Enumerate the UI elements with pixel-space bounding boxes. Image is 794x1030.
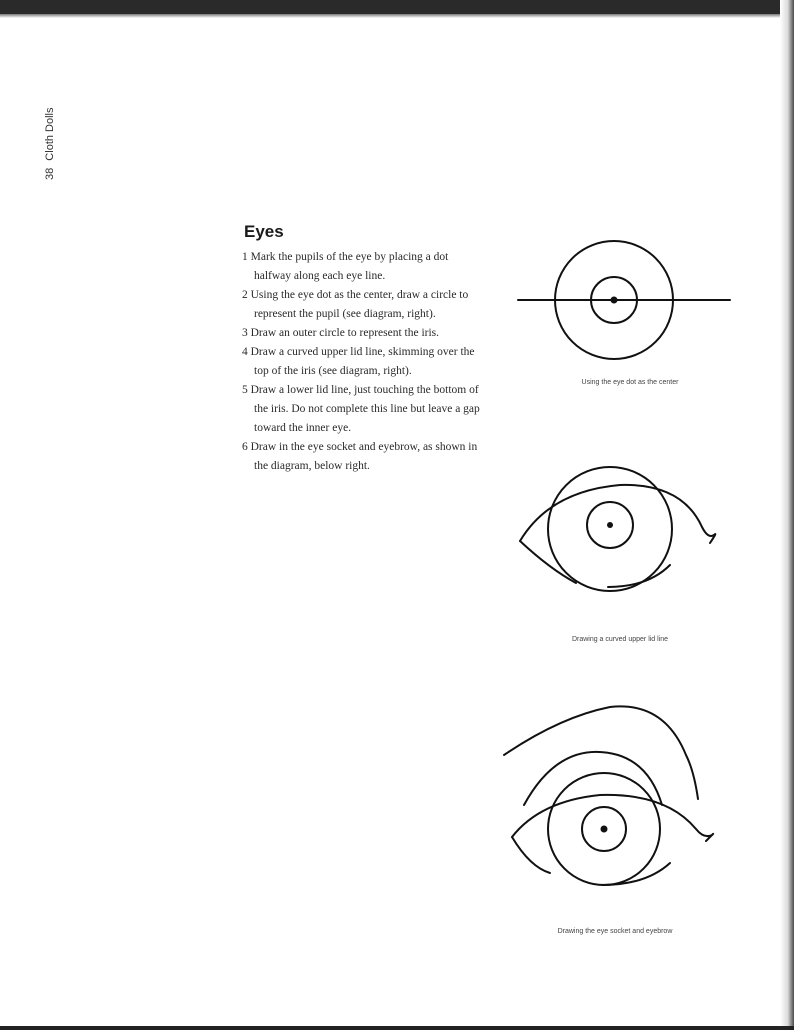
- page-number: 38: [44, 167, 56, 180]
- running-head: [44, 108, 56, 181]
- diagram-caption: Drawing a curved upper lid line: [571, 636, 669, 643]
- eye-socket-line: [524, 752, 662, 805]
- page-top-shadow: [0, 0, 794, 14]
- upper-lid-line: [512, 795, 713, 841]
- page-top-fade: [0, 14, 794, 18]
- diagram-caption: Drawing the eye socket and eyebrow: [557, 928, 673, 935]
- instruction-step: 3 Draw an outer circle to represent the iris.: [242, 327, 440, 339]
- instruction-step: 4 Draw a curved upper lid line, skimming over the top of the iris (see diagram, right).: [242, 346, 475, 377]
- eye-dot: [601, 826, 608, 833]
- eye-dot: [611, 297, 618, 304]
- section-heading: Eyes: [244, 222, 284, 241]
- eye-dot: [607, 522, 613, 528]
- inner-eye-line: [520, 541, 576, 583]
- eye-socket-diagram: [500, 695, 730, 895]
- instruction-list: [242, 248, 482, 476]
- instruction-step: 5 Draw a lower lid line, just touching the bottom of the iris. Do not complete this line but leave a gap toward the inner eye.: [242, 384, 480, 434]
- page-binding-shadow: [780, 0, 794, 1030]
- eye-dot-diagram: [510, 230, 740, 370]
- instruction-step: 6 Draw in the eye socket and eyebrow, as shown in the diagram, below right.: [242, 441, 478, 472]
- instruction-step: 1 Mark the pupils of the eye by placing a dot halfway along each eye line.: [242, 251, 449, 282]
- book-title: Cloth Dolls: [44, 107, 56, 161]
- lower-lid-line: [608, 565, 670, 587]
- instruction-step: 2 Using the eye dot as the center, draw a circle to represent the pupil (see diagram, right).: [242, 289, 469, 320]
- diagram-caption: Using the eye dot as the center: [581, 379, 679, 386]
- page-bottom-edge: [0, 1026, 794, 1030]
- inner-eye-line: [512, 837, 550, 873]
- upper-lid-diagram: [510, 465, 740, 595]
